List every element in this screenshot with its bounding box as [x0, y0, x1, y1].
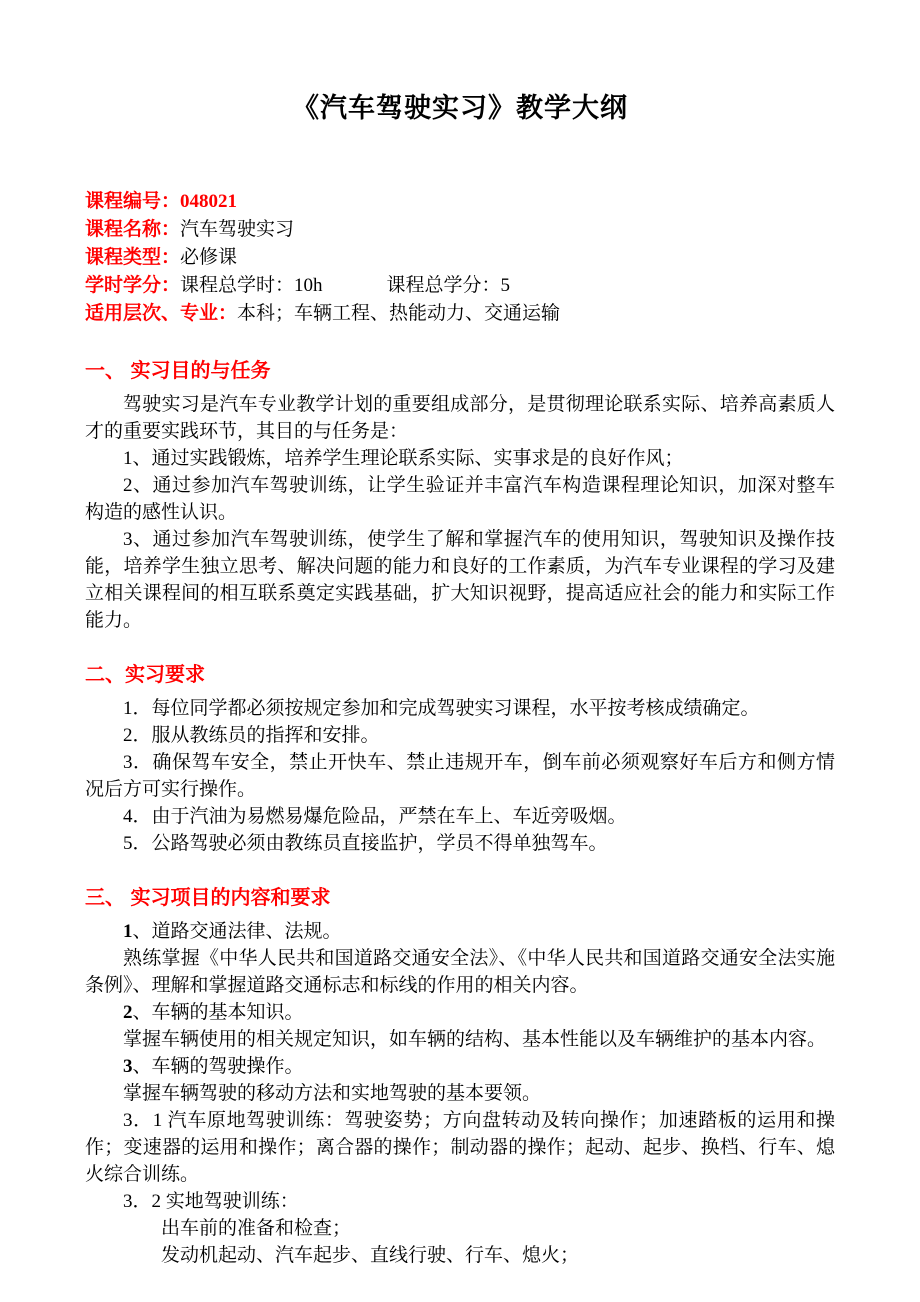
document-section — [85, 885, 835, 1269]
meta-value: 本科；车辆工程、热能动力、交通运输 — [237, 303, 561, 324]
section-heading: 三、 实习项目的内容和要求 — [85, 887, 331, 909]
paragraph: 掌握车辆驾驶的移动方法和实地驾驶的基本要领。 — [123, 1083, 542, 1104]
course-meta-block — [85, 188, 835, 328]
paragraph: 驾驶实习是汽车专业教学计划的重要组成部分，是贯彻理论联系实际、培养高素质人才的重要实践环节，其目的与任务是： — [85, 394, 835, 442]
paragraph: 3．1 汽车原地驾驶训练：驾驶姿势；方向盘转动及转向操作；加速踏板的运用和操作；变速器的运用和操作；离合器的操作；制动器的操作；起动、起步、换档、行车、熄火综合训练。 — [85, 1110, 835, 1185]
document-sections — [85, 358, 835, 1269]
paragraph: 1、通过实践锻炼，培养学生理论联系实际、实事求是的良好作风； — [123, 448, 684, 469]
meta-row — [85, 244, 835, 272]
paragraph: 熟练掌握《中华人民共和国道路交通安全法》、《中华人民共和国道路交通安全法实施条例》、理解和掌握道路交通标志和标线的作用的相关内容。 — [85, 948, 835, 996]
paragraph: 5．公路驾驶必须由教练员直接监护，学员不得单独驾车。 — [123, 833, 608, 854]
paragraph — [85, 918, 835, 945]
paragraph-number: 3 — [123, 1056, 133, 1077]
meta-row — [85, 188, 835, 216]
meta-value: 课程总学时：10h — [180, 275, 323, 296]
meta-label: 课程类型： — [85, 247, 181, 268]
paragraph-number: 1 — [123, 921, 133, 942]
document-section — [85, 662, 835, 857]
meta-value: 048021 — [180, 191, 238, 212]
meta-label: 学时学分： — [85, 275, 181, 296]
paragraph-text: 、车辆的驾驶操作。 — [132, 1056, 304, 1077]
meta-label: 课程编号： — [85, 191, 181, 212]
paragraph-number: 2 — [123, 1002, 133, 1023]
meta-row — [85, 272, 835, 300]
paragraph: 2、通过参加汽车驾驶训练，让学生验证并丰富汽车构造课程理论知识，加深对整车构造的感性认识。 — [85, 475, 835, 523]
meta-label: 适用层次、专业： — [85, 303, 238, 324]
paragraph: 1．每位同学都必须按规定参加和完成驾驶实习课程，水平按考核成绩确定。 — [123, 698, 760, 719]
paragraph: 3．2 实地驾驶训练： — [123, 1191, 299, 1212]
meta-value-2: 课程总学分：5 — [386, 275, 511, 296]
paragraph: 掌握车辆使用的相关规定知识，如车辆的结构、基本性能以及车辆维护的基本内容。 — [123, 1029, 827, 1050]
paragraph-text: 、车辆的基本知识。 — [132, 1002, 304, 1023]
meta-row — [85, 300, 835, 328]
meta-value: 汽车驾驶实习 — [180, 219, 295, 240]
section-heading: 一、 实习目的与任务 — [85, 360, 271, 382]
section-heading: 二、实习要求 — [85, 664, 205, 686]
document-section — [85, 358, 835, 634]
paragraph: 2．服从教练员的指挥和安排。 — [123, 725, 380, 746]
paragraph: 出车前的准备和检查； — [161, 1218, 352, 1239]
paragraph: 4．由于汽油为易燃易爆危险品，严禁在车上、车近旁吸烟。 — [123, 806, 627, 827]
paragraph-text: 、道路交通法律、法规。 — [132, 921, 342, 942]
paragraph — [85, 999, 835, 1026]
paragraph — [85, 1053, 835, 1080]
paragraph: 发动机起动、汽车起步、直线行驶、行车、熄火； — [161, 1245, 580, 1266]
document-title: 《汽车驾驶实习》教学大纲 — [292, 93, 628, 123]
paragraph: 3．确保驾车安全，禁止开快车、禁止违规开车，倒车前必须观察好车后方和侧方情况后方可实行操作。 — [85, 752, 835, 800]
meta-row — [85, 216, 835, 244]
meta-label: 课程名称： — [85, 219, 181, 240]
meta-value: 必修课 — [180, 247, 238, 268]
paragraph: 3、通过参加汽车驾驶训练，使学生了解和掌握汽车的使用知识，驾驶知识及操作技能，培养学生独立思考、解决问题的能力和良好的工作素质，为汽车专业课程的学习及建立相关课程间的相互联系奠定实践基础，扩大知识视野，提高适应社会的能力和实际工作能力。 — [85, 529, 835, 631]
